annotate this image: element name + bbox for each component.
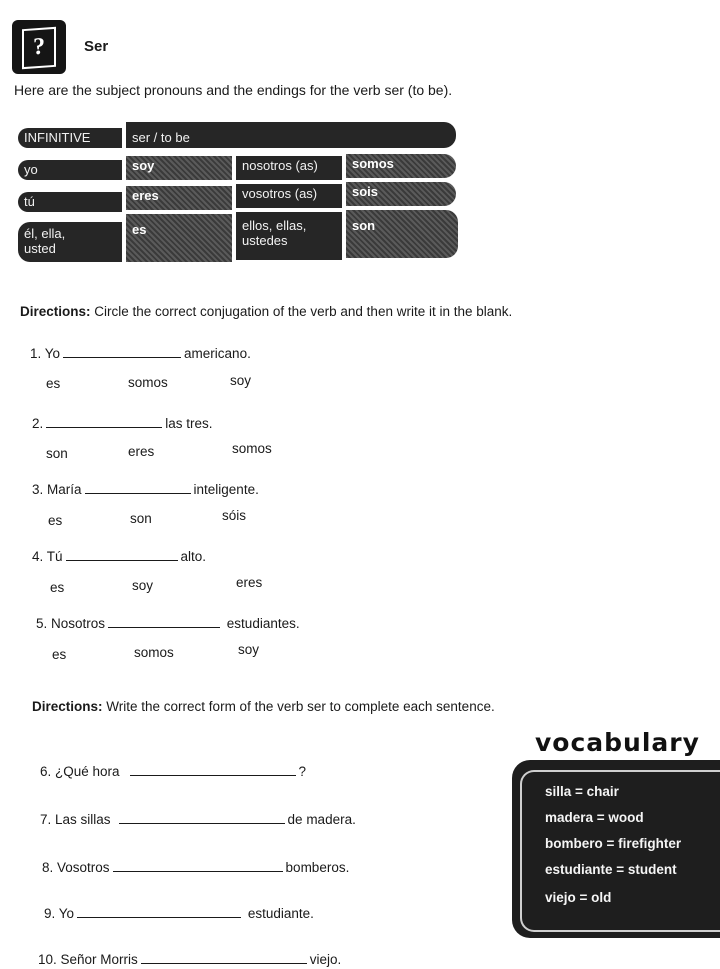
option[interactable]: sóis xyxy=(222,508,247,523)
form-sois: sois xyxy=(346,182,456,206)
form-soy: soy xyxy=(126,156,232,180)
intro-text: Here are the subject pronouns and the endings for the verb ser (to be). xyxy=(14,82,453,98)
vocab-item: viejo = old xyxy=(545,890,612,905)
option[interactable]: es xyxy=(46,376,61,391)
pronoun-nosotros: nosotros (as) xyxy=(236,156,342,180)
infinitive-value: ser / to be xyxy=(126,122,456,148)
form-es: es xyxy=(126,214,232,262)
pronoun-vosotros: vosotros (as) xyxy=(236,184,342,208)
vocab-item: estudiante = student xyxy=(545,862,677,877)
option[interactable]: somos xyxy=(134,645,174,660)
directions-circle: Directions: Circle the correct conjugation of the verb and then write it in the blank. xyxy=(20,304,513,319)
exercise-8: 8. Vosotros bomberos. xyxy=(42,860,350,875)
answer-blank[interactable] xyxy=(77,906,241,918)
answer-blank[interactable] xyxy=(113,860,283,872)
infinitive-label: INFINITIVE xyxy=(18,128,122,148)
exercise-6: 6. ¿Qué hora ? xyxy=(40,764,307,779)
pronoun-yo: yo xyxy=(18,160,122,180)
option[interactable]: es xyxy=(52,647,67,662)
form-somos: somos xyxy=(346,154,456,178)
option[interactable]: eres xyxy=(128,444,155,459)
vocab-item: bombero = firefighter xyxy=(545,836,682,851)
answer-blank[interactable] xyxy=(130,764,296,776)
option[interactable]: somos xyxy=(232,441,272,456)
option[interactable]: son xyxy=(46,446,68,461)
pronoun-el-ella-usted: él, ella, usted xyxy=(18,222,122,262)
answer-blank[interactable] xyxy=(119,812,285,824)
answer-blank[interactable] xyxy=(108,616,220,628)
form-eres: eres xyxy=(126,186,232,210)
form-son: son xyxy=(346,210,458,258)
option[interactable]: somos xyxy=(128,375,168,390)
option[interactable]: es xyxy=(48,513,63,528)
answer-blank[interactable] xyxy=(46,416,162,428)
option[interactable]: soy xyxy=(238,642,260,657)
answer-blank[interactable] xyxy=(66,549,178,561)
exercise-9: 9. Yo estudiante. xyxy=(44,906,314,921)
answer-blank[interactable] xyxy=(85,482,191,494)
vocab-item: madera = wood xyxy=(545,810,644,825)
exercise-10: 10. Señor Morris viejo. xyxy=(38,952,342,967)
option[interactable]: es xyxy=(50,580,65,595)
option[interactable]: son xyxy=(130,511,152,526)
question-book-icon: ? xyxy=(12,20,66,74)
pronoun-ellos-ellas-ustedes: ellos, ellas, ustedes xyxy=(236,212,342,260)
directions-write: Directions: Write the correct form of the verb ser to complete each sentence. xyxy=(32,699,495,714)
vocab-item: silla = chair xyxy=(545,784,619,799)
option[interactable]: eres xyxy=(236,575,263,590)
answer-blank[interactable] xyxy=(63,346,181,358)
option[interactable]: soy xyxy=(132,578,154,593)
option[interactable]: soy xyxy=(230,373,252,388)
vocabulary-title: vocabulary xyxy=(535,728,700,757)
answer-blank[interactable] xyxy=(141,952,307,964)
exercise-7: 7. Las sillas de madera. xyxy=(40,812,356,827)
pronoun-tu: tú xyxy=(18,192,122,212)
lesson-title: Ser xyxy=(84,38,109,55)
